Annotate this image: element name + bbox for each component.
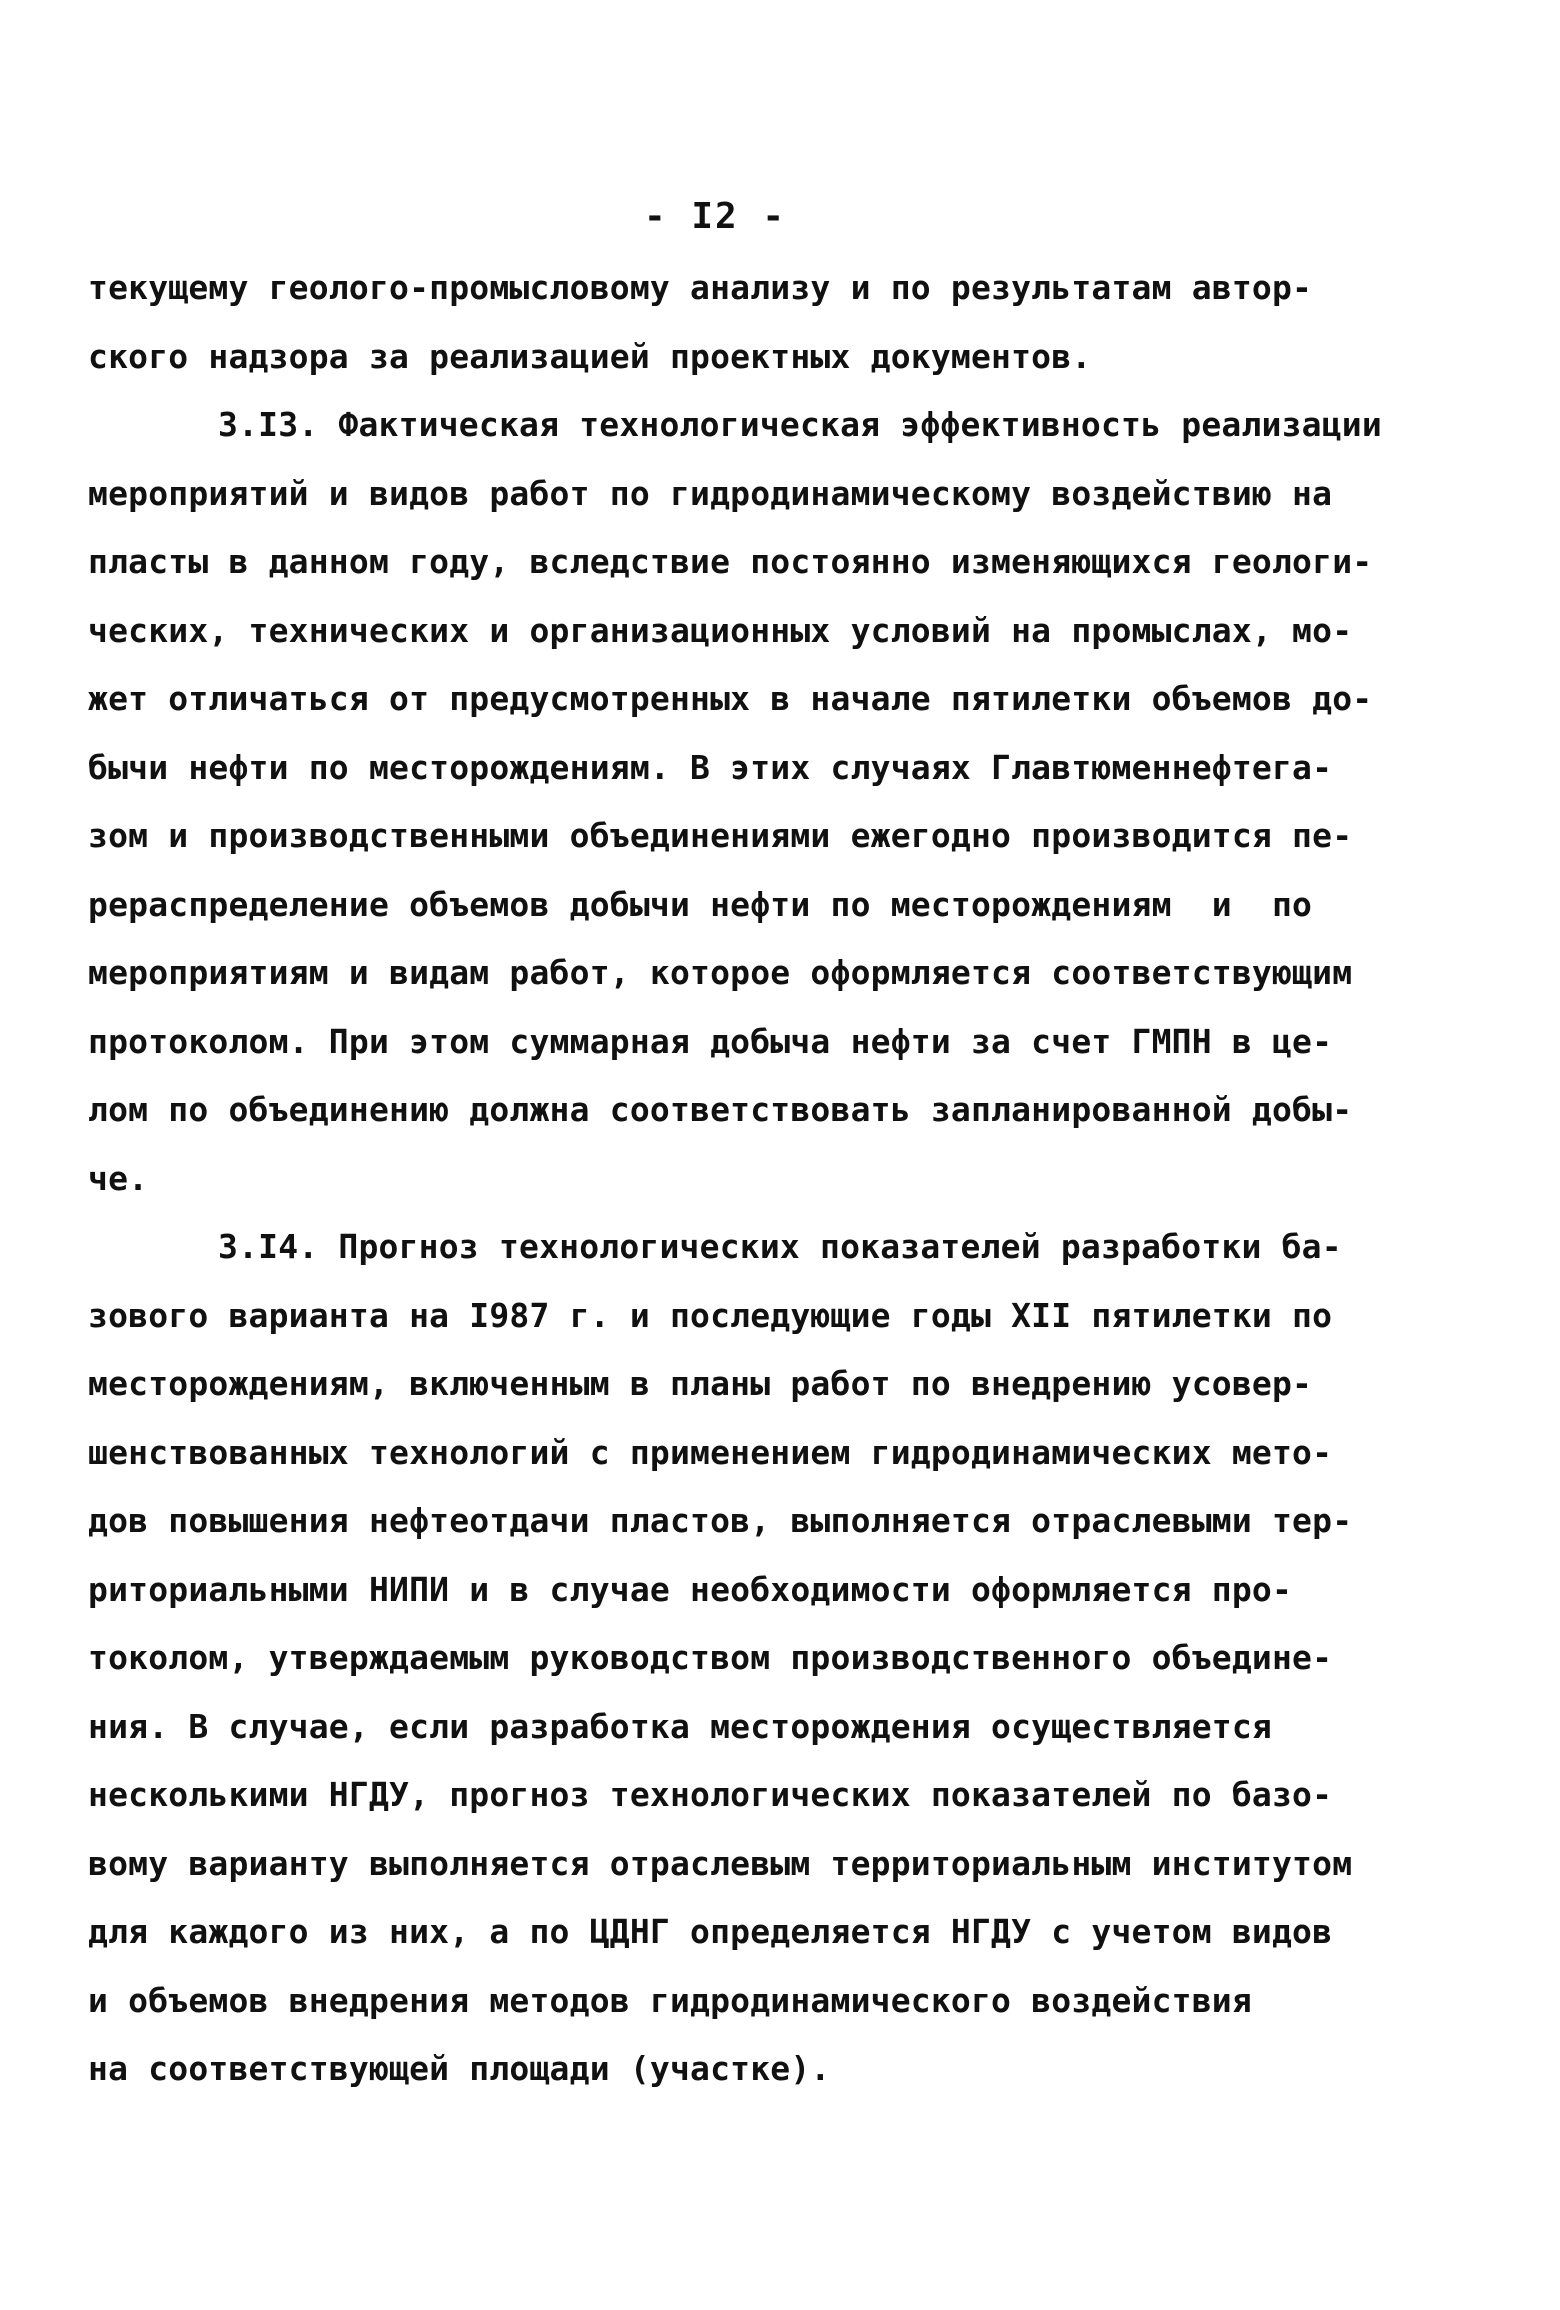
text-line: текущему геолого-промысловому анализу и по результатам автор- <box>88 268 1313 307</box>
text-line: протоколом. При этом суммарная добыча нефти за счет ГМПН в це- <box>88 1021 1333 1061</box>
text-line: ского надзора за реализацией проектных документов. <box>88 336 1092 376</box>
text-line: пласты в данном году, вследствие постоянно изменяющихся геологи- <box>88 542 1373 581</box>
text-line: че. <box>88 1158 149 1198</box>
text-line: для каждого из них, а по ЦДНГ определяется НГДУ с учетом видов <box>88 1912 1333 1951</box>
text-line: мероприятиям и видам работ, которое оформляется соответствующим <box>88 953 1353 992</box>
text-line: токолом, утверждаемым руководством производственного объедине- <box>88 1638 1333 1677</box>
text-line: ческих, технических и организационных условий на промыслах, мо- <box>88 610 1353 650</box>
text-line: риториальными НИПИ и в случае необходимости оформляется про- <box>88 1569 1293 1609</box>
text-line: рераспределение объемов добычи нефти по месторождениям и по <box>88 884 1313 924</box>
text-line: зового варианта на I987 г. и последующие годы XII пятилетки по <box>88 1295 1333 1335</box>
text-line: месторождениям, включенным в планы работ по внедрению усовер- <box>88 1364 1313 1403</box>
text-line: бычи нефти по месторождениям. В этих случаях Главтюменнефтега- <box>88 747 1333 787</box>
text-line: зом и производственными объединениями ежегодно производится пе- <box>88 816 1353 855</box>
text-line: и объемов внедрения методов гидродинамического воздействия <box>88 1980 1252 2020</box>
text-line: 3.I3. Фактическая технологическая эффективность реализации <box>218 405 1382 444</box>
text-line: несколькими НГДУ, прогноз технологических показателей по базо- <box>88 1775 1333 1814</box>
text-line: дов повышения нефтеотдачи пластов, выполняется отраслевыми тер- <box>88 1501 1353 1540</box>
text-line: жет отличаться от предусмотренных в начале пятилетки объемов до- <box>88 679 1373 718</box>
text-line: ния. В случае, если разработка месторождения осуществляется <box>88 1706 1272 1746</box>
text-line: вому варианту выполняется отраслевым территориальным институтом <box>88 1843 1353 1883</box>
text-line: мероприятий и видов работ по гидродинамическому воздействию на <box>88 473 1333 513</box>
page-number: - I2 - <box>643 196 787 237</box>
text-line: 3.I4. Прогноз технологических показателей разработки ба- <box>218 1227 1342 1266</box>
body-text <box>88 254 1418 2104</box>
text-line: шенствованных технологий с применением гидродинамических мето- <box>88 1432 1333 1472</box>
text-line: лом по объединению должна соответствовать запланированной добы- <box>88 1090 1353 1129</box>
text-line: на соответствующей площади (участке). <box>88 2049 831 2088</box>
